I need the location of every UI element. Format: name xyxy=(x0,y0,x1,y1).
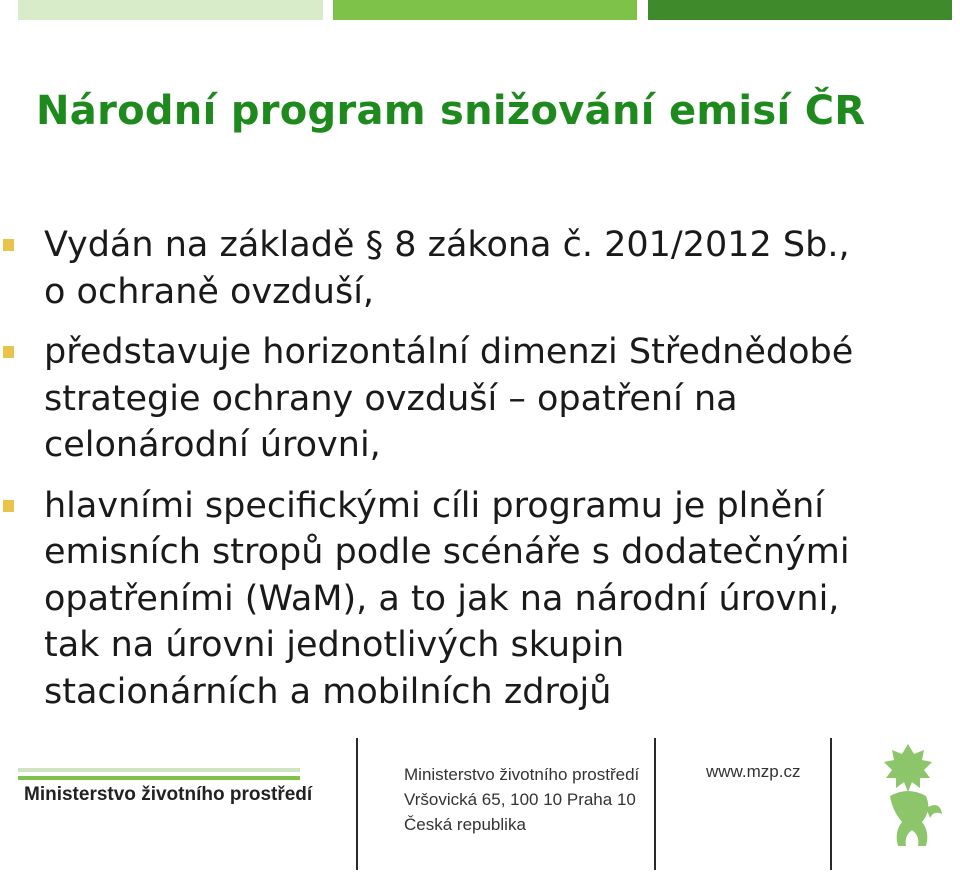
bullet-line: opatřeními (WaM), a to jak na národní úrovni, xyxy=(44,578,840,619)
ministry-address xyxy=(404,762,639,837)
slide-title: Národní program snižování emisí ČR xyxy=(36,88,866,134)
square-bullet-icon xyxy=(3,239,14,251)
bullet-line: hlavními specifickými cíli programu je plnění xyxy=(44,485,825,526)
website-link[interactable]: www.mzp.cz xyxy=(706,762,801,781)
bullet-item xyxy=(0,483,954,716)
footer-accent-line-light xyxy=(18,768,300,772)
bullet-item xyxy=(0,329,954,469)
header-bar-dark xyxy=(648,0,952,20)
bullet-line: strategie ochrany ovzduší – opatření na xyxy=(44,378,738,419)
header-color-bars xyxy=(0,0,960,22)
footer xyxy=(0,730,960,873)
footer-divider xyxy=(356,738,358,870)
bullet-line: stacionárních a mobilních zdrojů xyxy=(44,671,612,712)
ministry-logo: Ministerstvo životního prostředí xyxy=(24,784,313,805)
lion-emblem-icon xyxy=(868,738,948,858)
header-bar-light xyxy=(18,0,323,20)
address-line: Česká republika xyxy=(404,815,526,834)
address-line: Vršovická 65, 100 10 Praha 10 xyxy=(404,790,636,809)
bullet-item xyxy=(0,222,954,315)
bullet-line: emisních stropů podle scénáře s dodatečnými xyxy=(44,532,850,572)
footer-accent-line-green xyxy=(18,776,300,780)
bullet-line: Vydán na základě § 8 zákona č. 201/2012 Sb., xyxy=(44,225,850,265)
bullet-line: celonárodní úrovni, xyxy=(44,425,381,465)
bullet-list xyxy=(0,222,960,715)
square-bullet-icon xyxy=(3,346,14,358)
footer-divider xyxy=(830,738,832,870)
footer-divider xyxy=(654,738,656,870)
bullet-line: představuje horizontální dimenzi Střednědobé xyxy=(44,332,854,372)
address-line: Ministerstvo životního prostředí xyxy=(404,765,640,784)
square-bullet-icon xyxy=(3,500,14,512)
bullet-line: o ochraně ovzduší, xyxy=(44,271,375,312)
bullet-line: tak na úrovni jednotlivých skupin xyxy=(44,625,625,665)
header-bar-mid xyxy=(333,0,637,20)
